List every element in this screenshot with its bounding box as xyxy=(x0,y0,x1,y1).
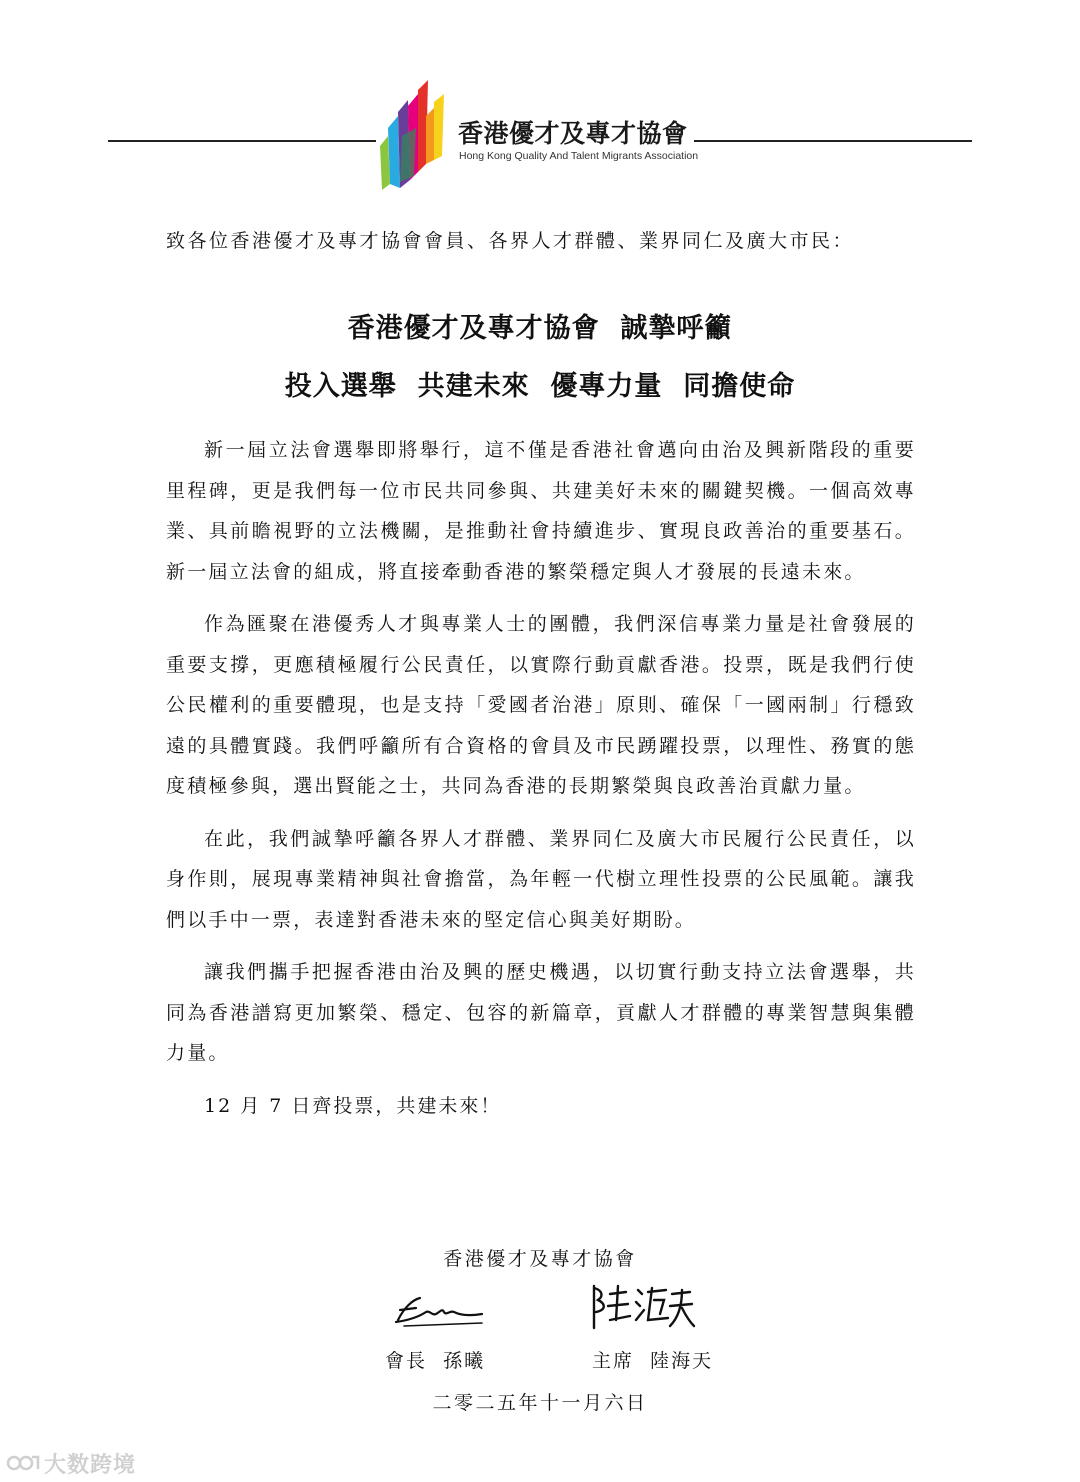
watermark-text: 大数跨境 xyxy=(44,1452,137,1478)
signature-organization: 香港優才及專才協會 xyxy=(443,1248,637,1270)
title-line-2: 投入選舉 共建未來 優專力量 同擔使命 xyxy=(284,371,796,402)
letterhead xyxy=(0,0,1080,200)
paragraph-2: 作為匯聚在港優秀人才與專業人士的團體，我們深信專業力量是社會發展的重要支撐，更應積極履行公民責任，以實際行動貢獻香港。投票，既是我們行使公民權利的重要體現，也是支持「愛國者治港」原則、確保「一國兩制」行穩致遠的具體實踐。我們呼籲所有合資格的會員及市民踴躍投票，以理性、務實的態度積極參與，選出賢能之士，共同為香港的長期繁榮與良政善治貢獻力量。 xyxy=(166,613,916,797)
header-rule-right xyxy=(694,140,972,142)
paragraph-1: 新一屆立法會選舉即將舉行，這不僅是香港社會邁向由治及興新階段的重要里程碑，更是我們每一位市民共同參與、共建美好未來的關鍵契機。一個高效專業、具前瞻視野的立法機關，是推動社會持續進步、實現良政善治的重要基石。新一屆立法會的組成，將直接牽動香港的繁榮穩定與人才發展的長遠未來。 xyxy=(166,439,916,583)
letter-body xyxy=(166,430,916,1126)
watermark xyxy=(6,1448,136,1478)
paragraph-3: 在此，我們誠摯呼籲各界人才群體、業界同仁及廣大市民履行公民責任，以身作則，展現專業精神與社會擔當，為年輕一代樹立理性投票的公民風範。讓我們以手中一票，表達對香港未來的堅定信心與美好期盼。 xyxy=(166,827,916,931)
title-line-1: 香港優才及專才協會 誠摯呼籲 xyxy=(347,313,733,344)
paragraph-4: 讓我們攜手把握香港由治及興的歷史機遇，以切實行動支持立法會選舉，共同為香港譜寫更加繁榮、穩定、包容的新篇章，貢獻人才群體的專業智慧與集體力量。 xyxy=(166,961,916,1064)
header-rule-left xyxy=(108,140,376,142)
colorful-ribbon-logo-icon xyxy=(376,76,454,194)
signatory-president: 會長 孫曦 xyxy=(385,1350,486,1372)
signatory-chairman: 主席 陸海天 xyxy=(592,1350,714,1372)
org-name-chinese: 香港優才及專才協會 xyxy=(458,119,688,148)
letter-date: 二零二五年十一月六日 xyxy=(432,1392,648,1414)
watermark-logo-icon xyxy=(6,1451,40,1475)
salutation: 致各位香港優才及專才協會會員、各界人才群體、業界同仁及廣大市民： xyxy=(166,230,855,252)
closing-line: 12 月 7 日齊投票，共建未來！ xyxy=(204,1094,502,1117)
signature-president-image xyxy=(390,1290,486,1330)
signature-chairman-image xyxy=(586,1280,696,1336)
org-name-english: Hong Kong Quality And Talent Migrants Association xyxy=(459,150,699,162)
